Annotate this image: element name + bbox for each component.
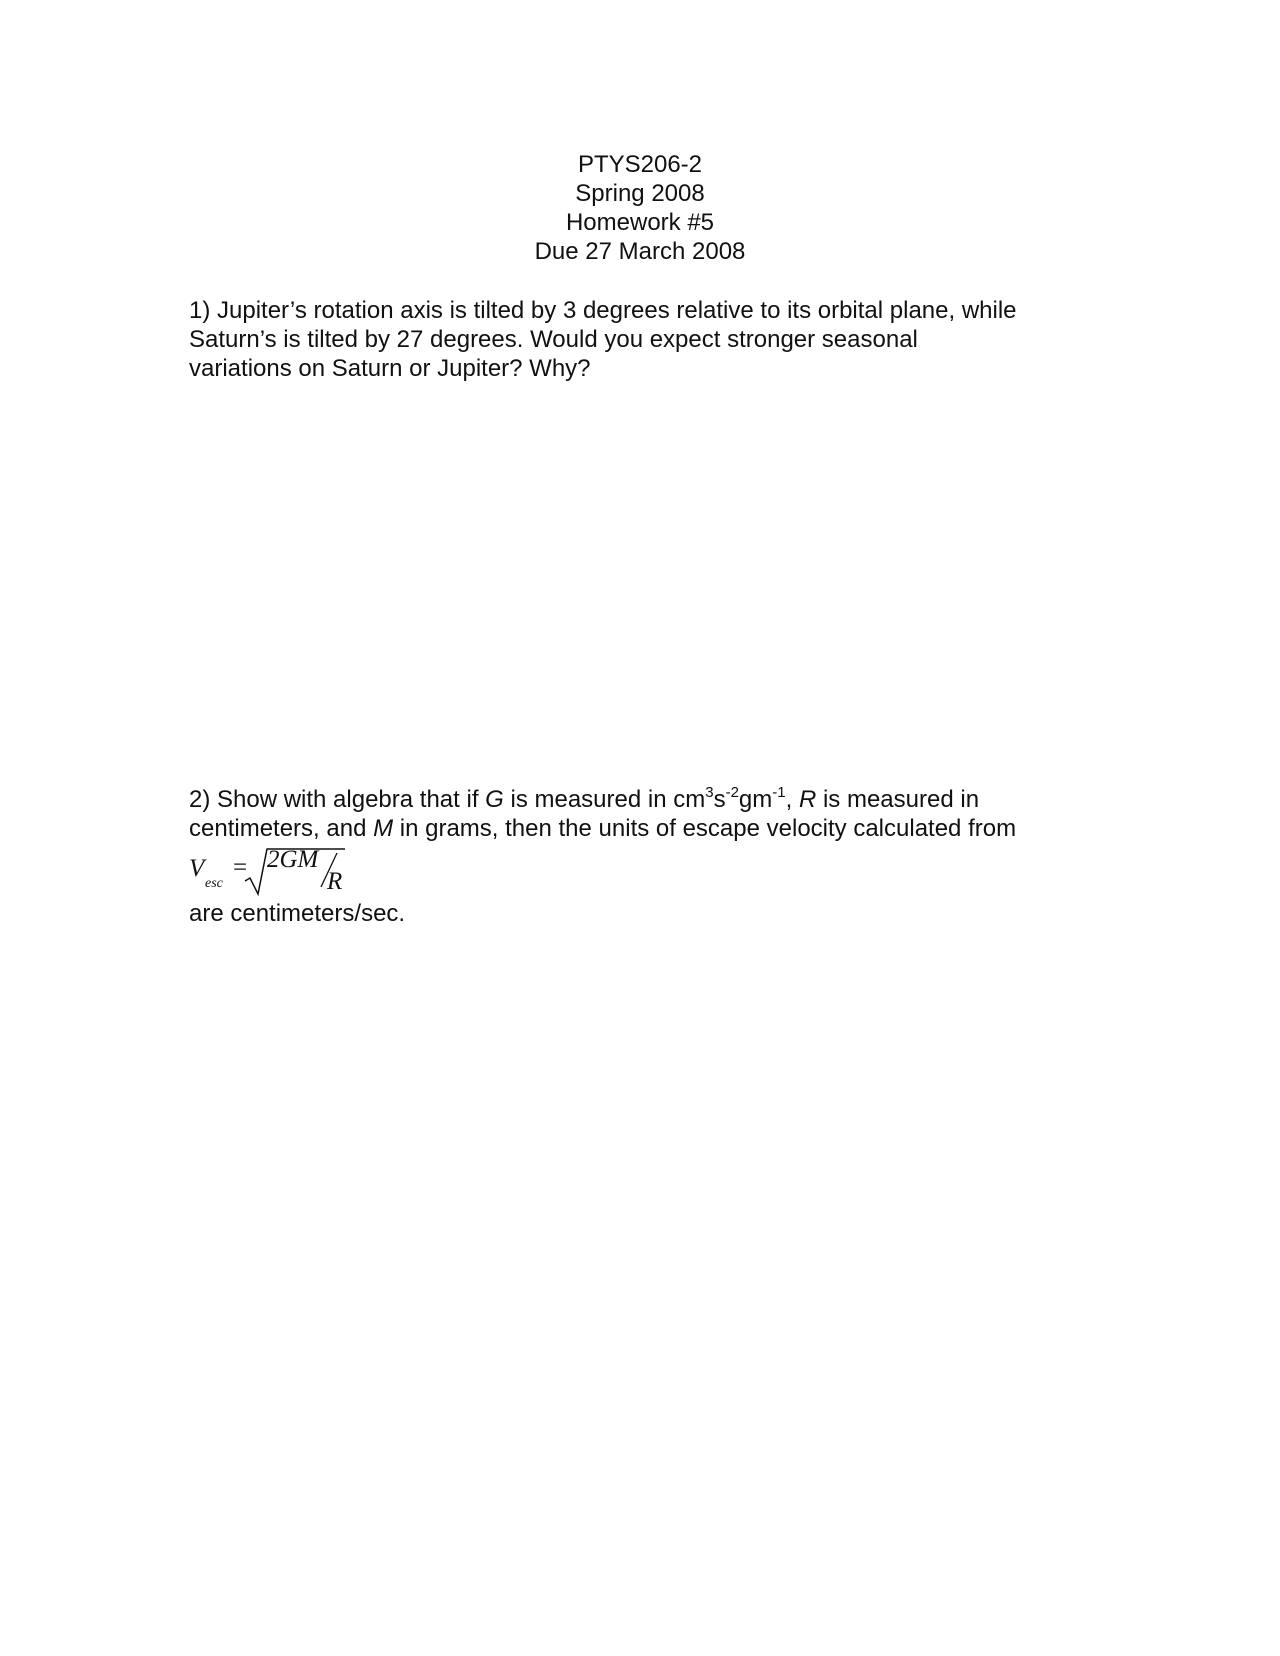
term: Spring 2008: [575, 180, 705, 207]
equation-equals: =: [233, 854, 248, 881]
due-date: Due 27 March 2008: [534, 238, 746, 265]
equation-subscript: esc: [205, 876, 223, 891]
text-segment: 2) Show with algebra that if: [189, 786, 486, 813]
text-segment: is measured in: [816, 786, 980, 813]
exponent: -2: [725, 784, 739, 801]
question-1-line-1: 1) Jupiter’s rotation axis is tilted by 3 degrees relative to its orbital plane, while: [189, 297, 1017, 324]
question-2-line-2: [189, 814, 1089, 843]
equation-denominator: R: [327, 868, 343, 895]
question-2-line-1: [189, 785, 1089, 814]
variable-g: G: [485, 786, 504, 813]
equation-numerator: 2GM: [267, 846, 319, 873]
exponent: 3: [705, 784, 714, 801]
question-1: [189, 296, 1089, 383]
variable-r: R: [798, 786, 817, 813]
question-2: [189, 785, 1089, 928]
equation-v: V: [189, 855, 205, 882]
question-1-line-3: variations on Saturn or Jupiter? Why?: [189, 355, 591, 382]
variable-m: M: [373, 815, 394, 842]
assignment-title: Homework #5: [565, 209, 715, 236]
question-2-line-4: are centimeters/sec.: [189, 900, 406, 927]
text-segment: is measured in cm: [503, 786, 706, 813]
question-1-line-2: Saturn’s is tilted by 27 degrees. Would you expect stronger seasonal: [189, 326, 918, 353]
escape-velocity-equation: [189, 843, 1089, 899]
document-header: [0, 150, 1280, 266]
course-code: PTYS206-2: [577, 151, 703, 178]
square-root-symbol: [189, 843, 449, 899]
text-segment: ,: [785, 786, 799, 813]
unit-gm: gm: [738, 786, 773, 813]
exponent: -1: [772, 784, 786, 801]
text-segment: in grams, then the units of escape velocity calculated from: [393, 815, 1017, 842]
unit-s: s: [713, 786, 726, 813]
text-segment: centimeters, and: [189, 815, 374, 842]
